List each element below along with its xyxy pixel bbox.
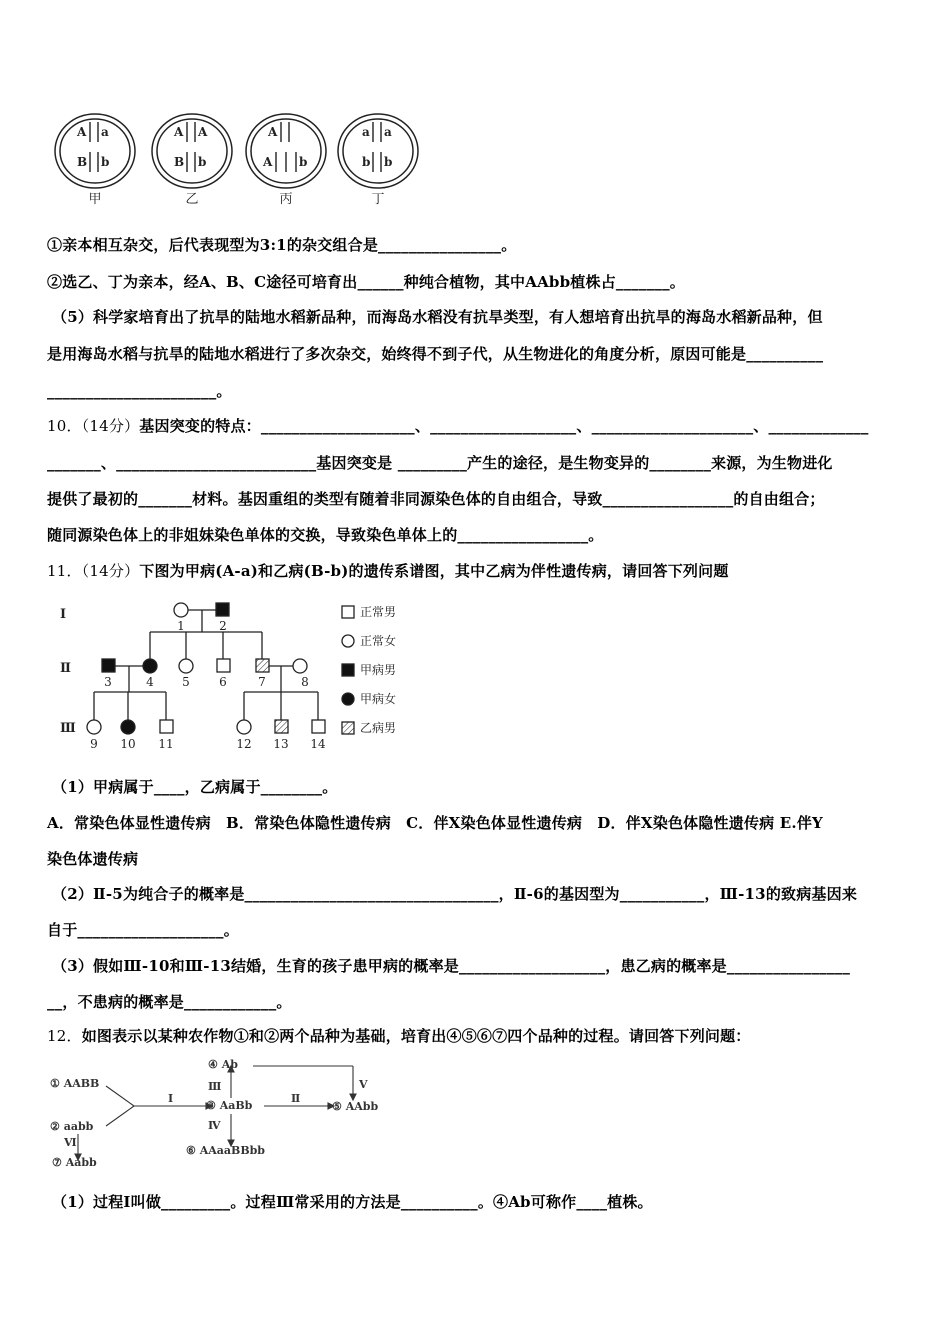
node-5: ⑤ AAbb [332,1100,379,1113]
cell4-bottom-right: b [384,155,393,169]
q10-line4: 随同源染色体上的非姐妹染色单体的交换，导致染色单体上的_________________。 [47,526,604,544]
step-4-label: Ⅳ [208,1119,221,1132]
q12-stem [47,1025,751,1047]
label-7: 7 [258,675,266,689]
cell1-bottom-left: B [77,155,88,169]
cell3-bottom-right: b [299,155,308,169]
cell1-bottom-right: b [101,155,110,169]
label-12: 12 [236,737,252,751]
cell2-top-right: A [198,125,208,139]
q11-options-line1: A．常染色体显性遗传病 B．常染色体隐性遗传病 C．伴X染色体显性遗传病 D．伴X染色体隐性遗传病 E.伴Y [47,814,823,832]
q10-line3: 提供了最初的_______材料。基因重组的类型有随着非同源染色体的自由组合，导致_________________的自由组合； [47,490,825,508]
label-8: 8 [301,675,309,689]
individual-7 [256,659,269,672]
legend-normal-female: 正常女 [360,634,397,648]
legend-disease-a-female-icon [342,693,354,705]
q9-part5-line2: 是用海岛水稻与抗旱的陆地水稻进行了多次杂交，始终得不到子代，从生物进化的角度分析，原因可能是__________ [47,345,824,363]
legend-normal-male-icon [342,606,354,618]
cell2-top-left: A [174,125,184,139]
q10-line2: _______、__________________________基因突变是 _________产生的途径，是生物变异的________来源，为生物进化 [47,454,833,472]
step-1-label: Ⅰ [168,1092,174,1105]
individual-8 [293,659,307,673]
cell-diagram [50,108,430,208]
legend-disease-b-male: 乙病男 [360,721,397,735]
cell2-bottom-left: B [174,155,185,169]
individual-12 [237,720,251,734]
q11-part3-line1: （3）假如Ⅲ-10和Ⅲ-13结婚，生育的孩子患甲病的概率是___________________，患乙病的概率是________________ [52,957,851,975]
label-14: 14 [310,737,326,751]
q11-stem [47,560,729,582]
node-4: ④ Ab [208,1058,238,1071]
q12-stem-text: 如图表示以某种农作物①和②两个品种为基础，培育出④⑤⑥⑦四个品种的过程。请回答下列问题： [81,1027,751,1045]
cell-label-yi: 乙 [185,192,199,207]
cell3-top-left: A [268,125,278,139]
legend-disease-a-female: 甲病女 [360,692,397,706]
generation-3-label: Ⅲ [60,721,76,736]
individual-1 [174,603,188,617]
breeding-diagram [48,1054,408,1172]
generation-2-label: Ⅱ [60,661,71,676]
label-2: 2 [219,619,227,633]
individual-11 [160,720,173,733]
individual-5 [179,659,193,673]
q11-number: 11．（14分） [47,562,140,580]
individual-13 [275,720,288,733]
legend-normal-female-icon [342,635,354,647]
individual-9 [87,720,101,734]
label-5: 5 [182,675,190,689]
q11-part1: （1）甲病属于____，乙病属于________。 [52,778,338,796]
node-3: ③ AaBb [206,1099,253,1112]
label-13: 13 [273,737,289,751]
step-5-label: Ⅴ [359,1078,368,1091]
cell-label-jia: 甲 [88,192,102,207]
q10-number: 10．（14分） [47,417,140,435]
cell4-bottom-left: b [362,155,371,169]
step-6-label: Ⅵ [64,1136,77,1149]
cell1-top-left: A [77,125,87,139]
cell2-bottom-right: b [198,155,207,169]
q10-text1: 基因突变的特点：____________________、___________________、_____________________、_____________ [139,417,869,435]
cell4-top-right: a [384,125,392,139]
legend-disease-a-male: 甲病男 [360,663,397,677]
legend-normal-male: 正常男 [360,605,397,619]
q9-sub2: ②选乙、丁为亲本，经A、B、C途径可培育出______种纯合植物，其中AAbb植株占_______。 [47,273,686,291]
individual-2 [216,603,229,616]
legend-disease-a-male-icon [342,664,354,676]
cell-label-ding: 丁 [371,192,385,207]
q12-number: 12． [47,1027,82,1045]
q11-part3-line2: __，不患病的概率是____________。 [47,993,292,1011]
step-2-label: Ⅱ [291,1092,301,1105]
q11-part2-line1: （2）Ⅱ-5为纯合子的概率是_________________________________，Ⅱ-6的基因型为___________，Ⅲ-13的致病基因来 [52,885,858,903]
node-7: ⑦ Aabb [52,1156,97,1169]
q11-options-line2: 染色体遗传病 [47,850,139,868]
cell3-bottom-left: A [263,155,273,169]
q9-sub1: ①亲本相互杂交，后代表现型为3:1的杂交组合是________________。 [47,236,517,254]
q11-part2-line2: 自于___________________。 [47,921,239,939]
individual-3 [102,659,115,672]
q9-part5-line3: ______________________。 [47,382,232,400]
q10-line1 [47,415,869,437]
cell1-top-right: a [101,125,109,139]
generation-1-label: Ⅰ [60,607,67,622]
cell-label-bing: 丙 [279,192,293,207]
pedigree-chart [50,596,430,756]
individual-14 [312,720,325,733]
node-6: ⑥ AAaaBBbb [186,1144,265,1157]
node-1: ① AABB [50,1077,100,1090]
step-3-label: Ⅲ [208,1080,222,1093]
individual-4 [143,659,157,673]
label-11: 11 [158,737,174,751]
individual-10 [121,720,135,734]
label-3: 3 [104,675,112,689]
label-1: 1 [177,619,185,633]
legend-disease-b-male-icon [342,722,354,734]
label-4: 4 [146,675,154,689]
node-2: ② aabb [50,1120,94,1133]
label-9: 9 [90,737,98,751]
label-10: 10 [120,737,136,751]
q9-part5-line1: （5）科学家培育出了抗旱的陆地水稻新品种，而海岛水稻没有抗旱类型，有人想培育出抗旱的海岛水稻新品种，但 [52,308,823,326]
q11-stem-text: 下图为甲病(A-a)和乙病(B-b)的遗传系谱图，其中乙病为伴性遗传病，请回答下列问题 [139,562,729,580]
cell4-top-left: a [362,125,370,139]
label-6: 6 [219,675,227,689]
individual-6 [217,659,230,672]
q12-part1: （1）过程Ⅰ叫做_________。过程Ⅲ常采用的方法是__________。④Ab可称作____植株。 [52,1193,653,1211]
